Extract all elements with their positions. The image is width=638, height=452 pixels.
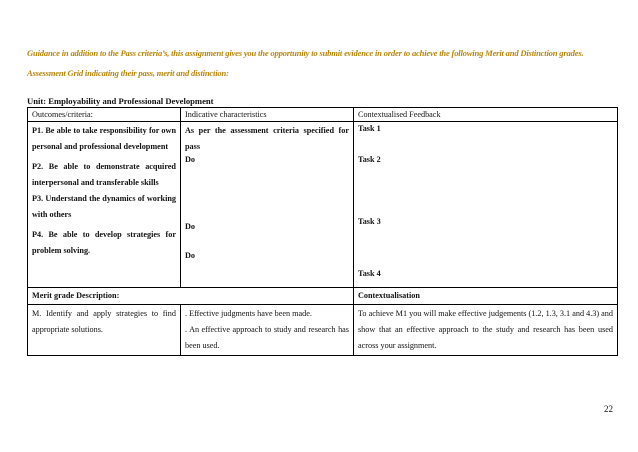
merit-description: M. Identify and apply strategies to find appropriate solutions. bbox=[28, 305, 181, 356]
indicative-do-2: Do bbox=[185, 222, 196, 231]
guidance-text: Guidance in addition to the Pass criteria’s, this assignment gives you the opportunity to submit evidence in order to achieve the following Merit and Distinction grades. Assessment Grid indicating their pass, merit and distinction: bbox=[27, 48, 584, 78]
merit-indicative-cell bbox=[181, 305, 354, 356]
criterion-p1: P1. Be able to take responsibility for own personal and professional development bbox=[32, 126, 176, 151]
merit-header-row bbox=[28, 288, 618, 305]
header-feedback: Contextualised Feedback bbox=[354, 108, 618, 122]
criterion-p4: P4. Be able to develop strategies for problem solving. bbox=[32, 230, 176, 255]
merit-context: To achieve M1 you will make effective judgements (1.2, 1.3, 3.1 and 4.3) and show that an effective approach to the study and research has been used across your assignment. bbox=[354, 305, 618, 356]
header-indicative: Indicative characteristics bbox=[181, 108, 354, 122]
criterion-p2: P2. Be able to demonstrate acquired interpersonal and transferable skills bbox=[32, 162, 176, 187]
feedback-cell bbox=[354, 122, 618, 288]
criterion-p3: P3. Understand the dynamics of working with others bbox=[32, 194, 176, 219]
criteria-cell bbox=[28, 122, 181, 288]
unit-title: Unit: Employability and Professional Development bbox=[27, 96, 214, 106]
assessment-grid bbox=[27, 107, 618, 356]
merit-indicative-2: . An effective approach to study and research has been used. bbox=[185, 325, 349, 350]
indicative-do-3: Do bbox=[185, 251, 196, 260]
header-row bbox=[28, 108, 618, 122]
merit-description-header: Merit grade Description: bbox=[28, 288, 354, 305]
indicative-pass: As per the assessment criteria specified for pass bbox=[185, 126, 349, 151]
indicative-do-1: Do bbox=[185, 155, 196, 164]
page-number: 22 bbox=[604, 404, 613, 414]
task-4: Task 4 bbox=[358, 269, 381, 278]
task-3: Task 3 bbox=[358, 217, 381, 226]
merit-indicative-1: . Effective judgments have been made. bbox=[185, 309, 312, 318]
merit-row bbox=[28, 305, 618, 356]
contextualisation-header: Contextualisation bbox=[354, 288, 618, 305]
criteria-row bbox=[28, 122, 618, 288]
task-1: Task 1 bbox=[358, 124, 381, 133]
indicative-cell bbox=[181, 122, 354, 288]
task-2: Task 2 bbox=[358, 155, 381, 164]
header-outcomes: Outcomes/criteria: bbox=[28, 108, 181, 122]
